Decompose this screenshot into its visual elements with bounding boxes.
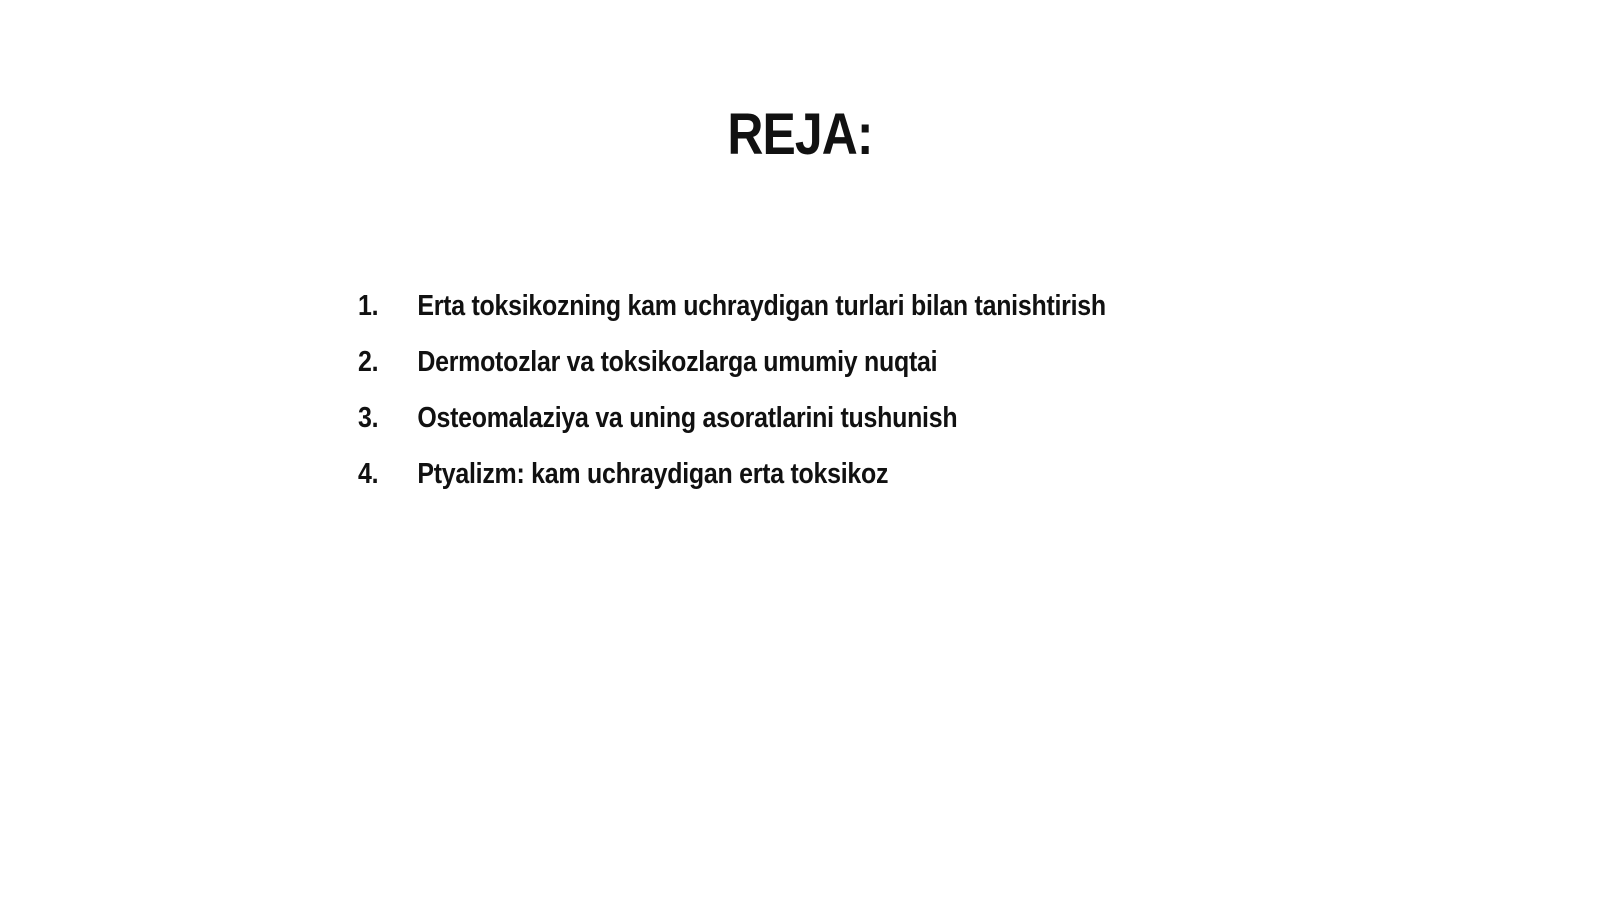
list-item-number: 3. <box>358 402 379 434</box>
list-item-number: 1. <box>358 290 379 322</box>
list-item-text: Osteomalaziya va uning asoratlarini tushunish <box>417 402 958 434</box>
list-item-number: 2. <box>358 346 379 378</box>
plan-list <box>358 290 1106 514</box>
list-item-text: Dermotozlar va toksikozlarga umumiy nuqtai <box>417 346 938 378</box>
list-item-number: 4. <box>358 458 379 490</box>
list-item <box>358 402 1106 458</box>
list-item <box>358 346 1106 402</box>
list-item <box>358 290 1106 346</box>
list-item <box>358 458 1106 514</box>
list-item-text: Ptyalizm: kam uchraydigan erta toksikoz <box>417 458 889 490</box>
slide-title: REJA: <box>727 102 873 167</box>
list-item-text: Erta toksikozning kam uchraydigan turlari bilan tanishtirish <box>417 290 1106 322</box>
